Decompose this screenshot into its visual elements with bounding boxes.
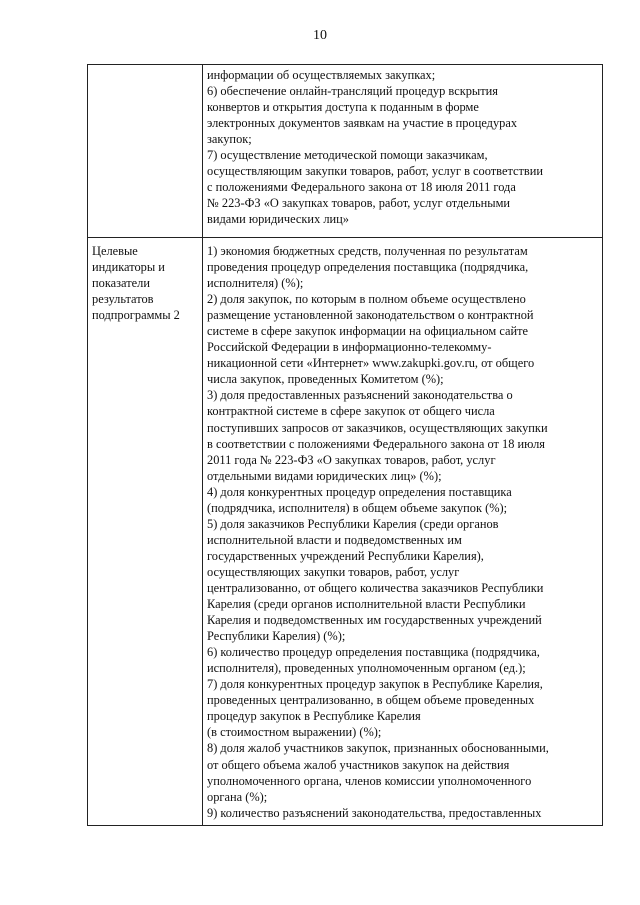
text-line: 7) осуществление методической помощи заказчикам, (207, 148, 488, 163)
text-line: системе в сфере закупок информации на официальном сайте (207, 324, 529, 339)
text-line: 2011 года № 223-ФЗ «О закупках товаров, работ, услуг (207, 452, 496, 467)
text-line: исполнительной власти и подведомственных им (207, 532, 462, 547)
text-line: информации об осуществляемых закупках; (207, 68, 436, 82)
text-line: 1) экономия бюджетных средств, полученная по результатам (207, 244, 528, 258)
text-line: 7) доля конкурентных процедур закупок в Республике Карелия, (207, 677, 543, 692)
text-line: Республики Карелия) (%); (207, 629, 346, 644)
row-content-cell (203, 65, 603, 238)
text-line: процедур закупок в Республике Карелия (207, 709, 421, 724)
text-line: с положениями Федерального закона от 18 июля 2011 года (207, 180, 516, 195)
row-content-cell (203, 238, 603, 826)
text-line: 9) количество разъяснений законодательства, предоставленных (207, 805, 542, 820)
text-line: органа (%); (207, 789, 268, 804)
text-line: электронных документов заявкам на участие в процедурах (207, 116, 518, 131)
text-line: числа закупок, проведенных Комитетом (%); (207, 372, 444, 387)
text-line: Целевые (92, 244, 138, 258)
text-line: Карелия и подведомственных им государственных учреждений (207, 613, 542, 628)
text-line: индикаторы и (92, 260, 165, 275)
text-line: размещение установленной законодательством о контрактной (207, 308, 534, 323)
text-line: поступивших запросов от заказчиков, осуществляющих закупки (207, 420, 548, 435)
table-row (88, 65, 603, 238)
text-line: Карелия (среди органов исполнительной власти Республики (207, 597, 526, 612)
text-line: никационной сети «Интернет» www.zakupki.gov.ru, от общего (207, 356, 535, 371)
text-line: уполномоченного органа, членов комиссии уполномоченного (207, 773, 532, 788)
text-line: показатели (92, 276, 150, 291)
text-line: от общего объема жалоб участников закупок на действия (207, 757, 510, 772)
text-line: исполнителя) (%); (207, 276, 304, 291)
text-line: централизованно, от общего количества заказчиков Республики (207, 580, 544, 595)
text-line: проведенных централизованно, в общем объеме проведенных (207, 693, 535, 708)
text-line: осуществляющих закупки товаров, работ, услуг (207, 564, 460, 579)
text-line: 5) доля заказчиков Республики Карелия (среди органов (207, 516, 499, 531)
text-line: 6) количество процедур определения поставщика (подрядчика, (207, 645, 540, 660)
text-line: 2) доля закупок, по которым в полном объеме осуществлено (207, 292, 526, 307)
table-row (88, 238, 603, 826)
text-line: исполнителя), проведенных уполномоченным органом (ед.); (207, 661, 526, 676)
text-line: в соответствии с положениями Федерального закона от 18 июля (207, 436, 545, 451)
text-line: конвертов и открытия доступа к поданным в форме (207, 100, 479, 115)
text-line: 6) обеспечение онлайн-трансляций процедур вскрытия (207, 84, 498, 99)
text-line: контрактной системе в сфере закупок от общего числа (207, 404, 495, 419)
text-line: 4) доля конкурентных процедур определения поставщика (207, 484, 512, 499)
row-label-cell (88, 238, 203, 826)
subprogram-table (87, 64, 603, 826)
text-line: 8) доля жалоб участников закупок, признанных обоснованными, (207, 741, 549, 756)
text-line: проведения процедур определения поставщика (подрядчика, (207, 260, 529, 275)
text-line: № 223-ФЗ «О закупках товаров, работ, услуг отдельными (207, 196, 511, 211)
text-line: результатов (92, 292, 154, 307)
text-line: государственных учреждений Республики Карелия), (207, 548, 484, 563)
text-line: осуществляющим закупки товаров, работ, услуг в соответствии (207, 164, 544, 179)
text-line: подпрограммы 2 (92, 308, 180, 323)
text-line: закупок; (207, 132, 252, 147)
text-line: 3) доля предоставленных разъяснений законодательства о (207, 388, 513, 403)
row-label-cell (88, 65, 203, 238)
page-number: 10 (313, 28, 327, 43)
text-line: видами юридических лиц» (207, 212, 349, 227)
text-line: Российской Федерации в информационно-телекомму- (207, 340, 492, 355)
text-line: отдельными видами юридических лиц» (%); (207, 468, 442, 483)
text-line: (подрядчика, исполнителя) в общем объеме закупок (%); (207, 500, 508, 515)
text-line: (в стоимостном выражении) (%); (207, 725, 382, 740)
